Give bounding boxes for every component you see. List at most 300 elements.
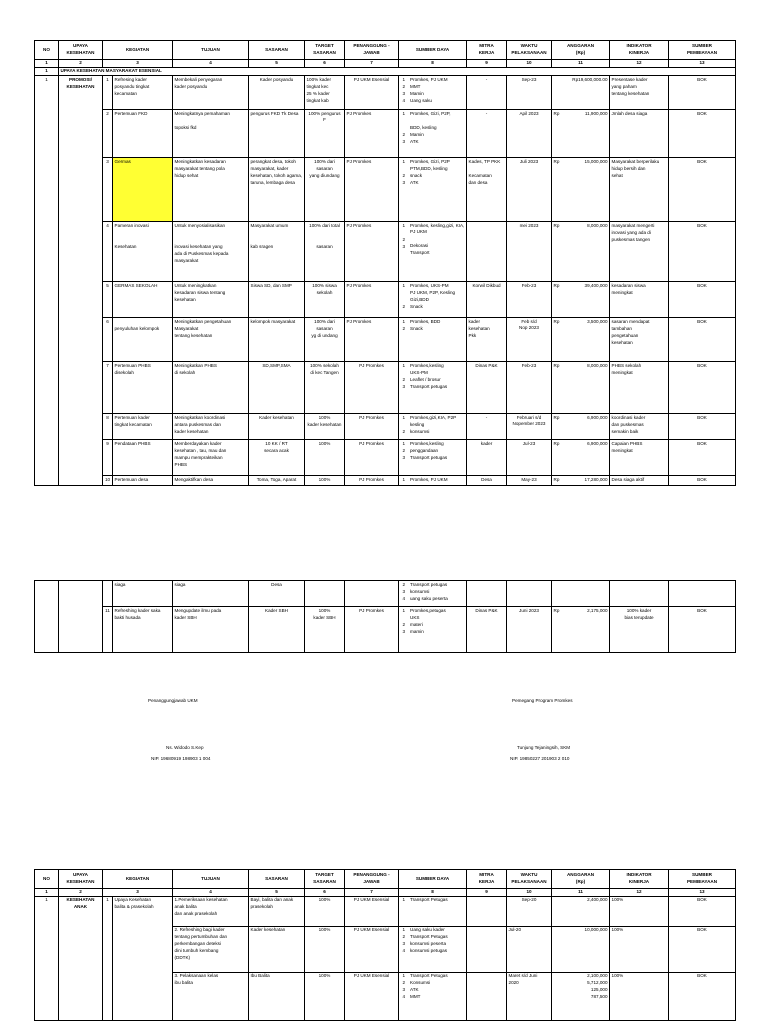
header-upaya: UPAYA KESEHATAN: [59, 870, 103, 889]
text-line: bakti husada: [114, 614, 141, 620]
anggaran-value: 11,900,000: [562, 110, 610, 158]
text-line: Refresing kader: [114, 76, 147, 82]
sumber-item: materi: [410, 621, 423, 627]
sumber-number-cell: [399, 476, 409, 486]
waktu-cell: Apil 2023: [507, 110, 552, 158]
penanggung-jawab-cell: PJ Promkes: [345, 282, 399, 318]
header-sasaran: SASARAN: [249, 41, 305, 60]
header-sumber-biaya: SUMBER PEMBIAYAAN: [669, 41, 736, 60]
sasaran-cell: [249, 896, 305, 926]
text-line: Untuk meningkatkan: [174, 282, 217, 288]
tujuan-cell: [173, 581, 249, 607]
waktu-cell: May-23: [507, 476, 552, 486]
sasaran-cell: [249, 318, 305, 362]
anggaran-value: 17,280,000: [562, 476, 610, 486]
sumber-number-cell: [399, 282, 409, 318]
sumber-item: Konsumsi: [410, 980, 431, 986]
text-line: kelompok masyarakat: [250, 318, 296, 324]
currency-label: [552, 926, 562, 972]
text-line: ibu balita: [174, 980, 193, 986]
text-line: 787,500: [590, 994, 608, 1000]
text-line: inovasi yang ada di: [611, 229, 651, 235]
text-line: pengetahuan: [611, 332, 639, 338]
waktu-cell: Sep-23: [507, 76, 552, 110]
sumber-number-cell: [399, 318, 409, 362]
target-cell: [305, 440, 345, 476]
signature-left-nip: NIP. 19680919 198903 1 004: [151, 756, 211, 761]
sumber-number: 4: [402, 994, 406, 1000]
penanggung-jawab-cell: PJ Promkes: [345, 318, 399, 362]
text-line: kesadaran siswa: [611, 282, 646, 288]
kegiatan-cell: [113, 896, 173, 1020]
header-mitra: MITRA KERJA: [467, 41, 507, 60]
sumber-number: 2: [402, 581, 406, 587]
text-line: PROMOSI/: [69, 76, 92, 82]
sumber-number: 1: [402, 973, 406, 979]
text-line: hidup sehat: [174, 172, 199, 178]
table-row: [35, 440, 736, 476]
text-line: Meningkatkan kesadaran: [174, 158, 226, 164]
sumber-number: 1: [402, 110, 406, 116]
text-line: disekolah: [114, 369, 134, 375]
text-line: koordinasi kader: [611, 414, 646, 420]
sumber-item: ATK: [410, 179, 419, 185]
mitra-cell: -: [467, 414, 507, 440]
sumber-item: PTM,BDD, kesling: [410, 165, 448, 171]
text-line: Kader SBH: [265, 607, 288, 613]
colnum: 1: [35, 889, 59, 897]
group-number: 1: [35, 76, 59, 486]
sumber-pembiayaan-cell: BOK: [669, 282, 736, 318]
sumber-item: Promkes, Gizi, P2P: [410, 158, 450, 164]
sumber-number-cell: [399, 362, 409, 414]
text-line: 100% dari: [314, 158, 335, 164]
colnum: 9: [467, 60, 507, 68]
text-line: ANAK: [73, 904, 88, 910]
sumber-item: Transport Petugas: [410, 897, 448, 903]
text-line: Bayi, balita dan anak: [250, 897, 294, 903]
sumber-item: mamin: [410, 628, 424, 634]
colnum: 9: [467, 889, 507, 897]
colnum: 12: [610, 60, 669, 68]
colnum: 11: [552, 889, 610, 897]
tujuan-cell: [173, 110, 249, 158]
program-table-top: [34, 40, 735, 486]
sumber-item: Mamin: [410, 131, 424, 137]
kegiatan-cell: [113, 282, 173, 318]
header-kegiatan: KEGIATAN: [103, 870, 173, 889]
sumber-pembiayaan-cell: BOK: [669, 926, 736, 972]
text-line: Kecamatan: [468, 172, 492, 178]
currency-label: Rp: [552, 158, 562, 222]
section-number: 1: [35, 67, 59, 76]
tujuan-cell: [173, 896, 249, 926]
text-line: 100% dari total: [309, 222, 340, 228]
text-line: meningkat: [611, 289, 633, 295]
text-line: Meningkatkan PHBS: [174, 362, 217, 368]
sumber-number: 1: [402, 76, 406, 82]
text-line: Untuk menyosialisasikan: [174, 222, 226, 228]
indikator-cell: [610, 282, 669, 318]
waktu-cell: Februari s/d Nopember 2023: [507, 414, 552, 440]
row-number: 9: [103, 440, 113, 476]
target-cell: [305, 476, 345, 486]
sumber-text-cell: [409, 607, 467, 653]
mitra-cell: -: [467, 76, 507, 110]
currency-label: [552, 581, 562, 607]
sumber-item: Transport Petugas: [410, 934, 448, 940]
penanggung-jawab-cell: PJ UKM Esensial: [345, 926, 399, 972]
tujuan-cell: [173, 222, 249, 282]
text-line: Kader kesehatan: [250, 927, 286, 933]
text-line: Meningkatkan pengetahuan: [174, 318, 232, 324]
table-row: [35, 222, 736, 282]
text-line: [175, 237, 247, 244]
sumber-number: 4: [402, 97, 406, 103]
row-number: 3: [103, 158, 113, 222]
mitra-cell: [467, 926, 507, 972]
sumber-number: 4: [402, 948, 406, 954]
currency-label: [552, 76, 562, 110]
tujuan-cell: [173, 318, 249, 362]
penanggung-jawab-cell: PJ Promkes: [345, 440, 399, 476]
sumber-item: MMT: [410, 994, 421, 1000]
text-line: balita & prasekolah: [114, 904, 154, 910]
text-line: inovasi kesehatan yang: [174, 243, 223, 249]
text-line: 100% kader: [626, 607, 652, 613]
mitra-cell: -: [467, 110, 507, 158]
colnum: 4: [173, 889, 249, 897]
anggaran-value: 2,175,000: [562, 607, 610, 653]
text-line: masyarakat tentang pola: [174, 165, 225, 171]
program-table-continuation: [34, 580, 735, 653]
sumber-item: [410, 236, 465, 243]
tujuan-cell: [173, 158, 249, 222]
colnum: 5: [249, 60, 305, 68]
continuation-table: [34, 580, 736, 653]
mitra-cell: [467, 318, 507, 362]
currency-label: Rp: [552, 282, 562, 318]
sumber-item: Leaflet / brosur: [410, 376, 441, 382]
row-number: 2: [103, 110, 113, 158]
group-number-cont: [35, 581, 59, 653]
text-line: Desa: [271, 581, 282, 587]
sumber-item: Transport petugas: [410, 581, 448, 587]
group-upaya: [59, 896, 103, 1020]
sumber-pembiayaan-cell: BOK: [669, 972, 736, 1020]
colnum: 13: [669, 60, 736, 68]
row-number: 11: [103, 607, 113, 653]
anggaran-value: [562, 972, 610, 1020]
text-line: 125,000: [590, 987, 608, 993]
row-number: 4: [103, 222, 113, 282]
penanggung-jawab-cell: PJ Promkes: [345, 476, 399, 486]
waktu-cell: Juli 2023: [507, 158, 552, 222]
header-indikator: INDIKATOR KINERJA: [610, 870, 669, 889]
table-row: [35, 362, 736, 414]
sumber-item: Transport petugas: [410, 383, 448, 389]
sumber-number: 3: [402, 628, 406, 634]
text-line: antara puskesmas dan: [174, 421, 221, 427]
colnum: 5: [249, 889, 305, 897]
text-line: Jmlah desa siaga: [611, 110, 648, 116]
anggaran-value: [562, 926, 610, 972]
sumber-number: [401, 230, 408, 237]
sumber-number: 2: [402, 447, 406, 453]
sumber-item: Gizi,BDD: [410, 296, 429, 302]
text-line: siaga: [174, 581, 186, 587]
kia-table-section: [34, 869, 735, 1021]
waktu-cell: Maret s/d Juni 2020: [507, 972, 552, 1020]
text-line: penyuluhan kelompok: [114, 325, 160, 331]
sumber-text-cell: [409, 110, 467, 158]
tujuan-cell: [173, 414, 249, 440]
section-title: UPAYA KESEHATAN MASYARAKAT ESENSIAL: [59, 67, 736, 76]
indikator-cell: 100%: [610, 926, 669, 972]
header-waktu: WAKTU PELAKSANAAN: [507, 870, 552, 889]
sumber-number: 2: [402, 236, 406, 242]
header-no: NO: [35, 870, 59, 889]
text-line: kesadaran siswa tentang: [174, 289, 226, 295]
table-row: [35, 476, 736, 486]
text-line: anak balita: [174, 904, 197, 910]
sumber-number-cell: [399, 926, 409, 972]
table-row: [35, 282, 736, 318]
text-line: sasaran: [316, 243, 333, 249]
text-line: GERMAS SEKOLAH: [114, 282, 158, 288]
sumber-item: ATK: [410, 987, 419, 993]
sumber-item: penggandaan: [410, 447, 439, 453]
currency-label: Rp: [552, 362, 562, 414]
mitra-cell: Dinas P&K: [467, 607, 507, 653]
sumber-item: kesling: [410, 421, 425, 427]
anggaran-value: 6,900,000: [562, 440, 610, 476]
row-number: [103, 581, 113, 607]
sumber-number: [401, 290, 408, 297]
text-line: Capaian PHBS: [611, 440, 643, 446]
table-row: [35, 158, 736, 222]
waktu-cell: mei 2023: [507, 222, 552, 282]
table-row: [35, 607, 736, 653]
text-line: meningkat: [611, 369, 633, 375]
penanggung-jawab-cell: PJ Promkes: [345, 414, 399, 440]
sasaran-cell: [249, 581, 305, 607]
tujuan-cell: [173, 362, 249, 414]
sumber-number: [401, 615, 408, 622]
tujuan-cell: [173, 607, 249, 653]
indikator-cell: [610, 110, 669, 158]
row-number: 8: [103, 414, 113, 440]
text-line: 100%: [318, 414, 331, 420]
header-penanggung: PENANGGUNG - JAWAB: [345, 870, 399, 889]
text-line: dan puskesmas: [611, 421, 644, 427]
text-line: 2,400,000: [587, 897, 608, 903]
sumber-item: Mamin: [410, 90, 424, 96]
row-number: 6: [103, 318, 113, 362]
text-line: Pendataan PHBS: [114, 440, 151, 446]
sumber-item: Snack: [410, 303, 423, 309]
text-line: Ibu Balita: [250, 973, 270, 979]
indikator-cell: [610, 440, 669, 476]
sumber-item: UKS-PM: [410, 369, 428, 375]
text-line: Meningkatkan koordinasi: [174, 414, 226, 420]
anggaran-value: Rp19,600,000.00: [562, 76, 610, 110]
sumber-number-cell: [399, 581, 409, 607]
header-tujuan: TUJUAN: [173, 41, 249, 60]
header-target: TARGET SASARAN: [305, 870, 345, 889]
sumber-item: Promkes, kesling,gizi, KIA, PJ UKM: [410, 222, 465, 235]
sumber-number: 4: [402, 595, 406, 601]
indikator-cell: [610, 414, 669, 440]
sumber-item: snack: [410, 172, 423, 178]
text-line: 3. Pelaksanaan kelas: [174, 973, 219, 979]
indikator-cell: 100%: [610, 896, 669, 926]
colnum: 13: [669, 889, 736, 897]
sumber-number: [401, 297, 408, 304]
text-line: Kesehatan: [114, 243, 137, 249]
text-line: (DDTK): [174, 955, 191, 961]
text-line: secara acak: [264, 447, 289, 453]
kegiatan-cell: [113, 318, 173, 362]
header-sasaran: SASARAN: [249, 870, 305, 889]
sumber-number: 3: [402, 179, 406, 185]
sumber-number: [401, 166, 408, 173]
text-line: Kader posyandu: [259, 76, 294, 82]
currency-label: Rp: [552, 414, 562, 440]
text-line: Pertemuan kader: [114, 414, 150, 420]
text-line: 100%: [318, 476, 331, 482]
header-indikator: INDIKATOR KINERJA: [610, 41, 669, 60]
indikator-cell: 100%: [610, 972, 669, 1020]
mitra-cell: [467, 972, 507, 1020]
sasaran-cell: [249, 414, 305, 440]
sumber-item: Promkes, UKS-PM: [410, 282, 449, 288]
sumber-text-cell: [409, 222, 467, 282]
sumber-item: Promkes,petugas: [410, 607, 446, 613]
waktu-cell: Feb s/d Nop 2023: [507, 318, 552, 362]
text-line: pengurus FKD Tk Desa: [250, 110, 299, 116]
signature-right-title: Pemegang Program Promkes: [512, 698, 573, 703]
text-line: Germas: [114, 158, 131, 164]
sumber-item: Promkes,kesling: [410, 362, 444, 368]
tujuan-cell: [173, 440, 249, 476]
sumber-number-cell: [399, 607, 409, 653]
waktu-cell: Juni 2023: [507, 607, 552, 653]
colnum: 6: [305, 60, 345, 68]
sumber-number: 3: [402, 588, 406, 594]
colnum: 7: [345, 60, 399, 68]
colnum: 10: [507, 889, 552, 897]
penanggung-jawab-cell: PJ UKM Esensial: [345, 896, 399, 926]
sumber-pembiayaan-cell: BOK: [669, 158, 736, 222]
sumber-number-cell: [399, 110, 409, 158]
sumber-item: konsumsi: [410, 588, 430, 594]
target-cell: [305, 581, 345, 607]
text-line: 10 KK / RT: [265, 440, 288, 446]
sumber-number: 3: [402, 987, 406, 993]
text-line: KESEHATAN: [66, 83, 95, 89]
target-cell: [305, 110, 345, 158]
text-line: Pertemuan desa: [114, 476, 149, 482]
indikator-cell: [610, 581, 669, 607]
sumber-item: Promkes, PJ UKM: [410, 76, 448, 82]
header-no: NO: [35, 41, 59, 60]
text-line: tentang pertumbuhan dan: [174, 934, 228, 940]
sumber-number-cell: [399, 972, 409, 1020]
header-mitra: MITRA KERJA: [467, 870, 507, 889]
text-line: PHBS sekolah: [611, 362, 642, 368]
text-line: bias terupdate: [624, 614, 654, 620]
sumber-number: 1: [402, 158, 406, 164]
text-line: sehat: [611, 172, 623, 178]
sumber-text-cell: [409, 972, 467, 1020]
sumber-number: [401, 125, 408, 132]
sumber-item: PJ UKM, P2P, Kesling: [410, 289, 456, 295]
penanggung-jawab-cell: PJ Promkes: [345, 110, 399, 158]
colnum: 12: [610, 889, 669, 897]
sumber-number: 1: [402, 897, 406, 903]
waktu-cell: Feb-23: [507, 282, 552, 318]
anggaran-value: 8,000,000: [562, 222, 610, 282]
currency-label: Rp: [552, 110, 562, 158]
sumber-pembiayaan-cell: [669, 581, 736, 607]
colnum: 4: [173, 60, 249, 68]
program-table-body: [35, 67, 736, 486]
sumber-number-cell: [399, 896, 409, 926]
target-cell: [305, 414, 345, 440]
sasaran-cell: [249, 362, 305, 414]
sumber-number-cell: [399, 414, 409, 440]
sumber-item: uang saku peserta: [410, 595, 448, 601]
group-number: 1: [35, 896, 59, 1020]
penanggung-jawab-cell: PJ Promkes: [345, 222, 399, 282]
text-line: masyarakat mengerti: [611, 222, 655, 228]
header-anggaran: ANGGARAN (Rp): [552, 41, 610, 60]
sumber-pembiayaan-cell: BOK: [669, 414, 736, 440]
sumber-number: 1: [402, 362, 406, 368]
text-line: Desa siaga aktif: [611, 476, 645, 482]
text-line: [307, 230, 343, 237]
text-line: 100% siswa: [312, 282, 337, 288]
text-line: 2,100,000: [587, 973, 608, 979]
text-line: [175, 230, 247, 237]
colnum: 3: [103, 60, 173, 68]
penanggung-jawab-cell: PJ UKM Esensial: [345, 76, 399, 110]
sumber-number: 2: [402, 131, 406, 137]
text-line: perkembangan deteksi: [174, 941, 221, 947]
signature-left-name: Ns. Widodo S.Kep: [166, 745, 204, 750]
text-line: 100% pengurus F: [308, 110, 341, 123]
target-cell: [305, 318, 345, 362]
text-line: Siswa SD, dan SMP: [250, 282, 292, 288]
target-cell: 100%: [305, 926, 345, 972]
text-line: Pameran inovasi: [114, 222, 149, 228]
kegiatan-cell: [113, 222, 173, 282]
text-line: semakin baik: [611, 428, 639, 434]
penanggung-jawab-cell: [345, 581, 399, 607]
kia-table: [34, 869, 736, 1021]
text-line: [175, 118, 247, 125]
waktu-cell: [507, 581, 552, 607]
text-line: kesehatan: [611, 339, 633, 345]
mitra-cell: [467, 581, 507, 607]
colnum: 1: [35, 60, 59, 68]
text-line: sasaran: [316, 165, 333, 171]
text-line: Kader kesehatan: [259, 414, 294, 420]
sumber-text-cell: [409, 414, 467, 440]
indikator-cell: [610, 607, 669, 653]
text-line: 100%: [318, 607, 331, 613]
